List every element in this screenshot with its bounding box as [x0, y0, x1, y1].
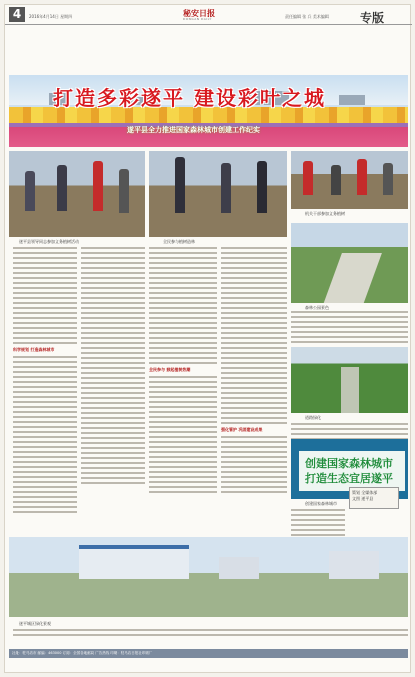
planting-photo-2 — [149, 151, 287, 237]
text-column-3 — [149, 247, 217, 496]
planting-photo-1 — [9, 151, 145, 237]
subtitle-3: 强化管护 巩固建设成果 — [221, 427, 263, 432]
editor-line: 责任编辑 张 兵 美术编辑 — [285, 14, 329, 19]
text-column-1 — [13, 247, 77, 516]
caption-planting-2: 全民参与植树造林 — [163, 239, 195, 244]
subtitle-2: 全民参与 掀起植树热潮 — [149, 367, 191, 372]
credit-line-2: 文图 遂平县 — [352, 496, 374, 501]
caption-bottom: 遂平城区绿化景观 — [19, 621, 51, 626]
page-number: 4 — [9, 7, 25, 22]
greenway-photo — [291, 347, 408, 413]
text-column-4 — [221, 247, 287, 496]
text-column-2 — [81, 247, 145, 487]
caption-planting-3: 机关干部参加义务植树 — [305, 211, 345, 216]
footer-text: 社址：驻马店市 邮编：463000 订阅：全国各地邮局 广告热线 印刷：驻马店日报社印刷厂 — [12, 651, 153, 655]
newspaper-page — [4, 4, 411, 673]
text-column-5 — [291, 311, 408, 346]
header-spacer — [9, 27, 408, 73]
park-path-photo — [291, 223, 408, 303]
banner-image — [9, 75, 408, 147]
headline: 打造多彩遂平 建设彩叶之城 — [53, 86, 326, 110]
caption-planting-1: 遂平县领导同志参加义务植树活动 — [19, 239, 79, 244]
board-text-2: 打造生态宜居遂平 — [305, 472, 393, 485]
credit-line-1: 策划 全媒体部 — [352, 490, 378, 495]
city-greening-photo — [9, 537, 408, 617]
masthead — [5, 5, 412, 25]
caption-board: 创建国家森林城市 — [305, 501, 337, 506]
caption-greenway: 道路绿化 — [305, 415, 321, 420]
subheadline: 遂平县全力推进国家森林城市创建工作纪实 — [127, 126, 260, 134]
board-text-1: 创建国家森林城市 — [305, 457, 393, 470]
text-column-7 — [291, 509, 345, 539]
section-label: 专版 — [359, 11, 384, 25]
subtitle-1: 科学规划 打造森林城市 — [13, 347, 55, 352]
planting-photo-3 — [291, 151, 408, 209]
text-column-8 — [13, 629, 408, 639]
footer-bar — [9, 649, 408, 658]
date-line: 2016年4月14日 星期四 — [29, 14, 73, 19]
caption-path: 森林公园景色 — [305, 305, 329, 310]
paper-name-english: DONGAN DAILY — [183, 17, 212, 21]
credit-box — [349, 487, 399, 509]
paper-name: 秘安日报 — [183, 8, 215, 18]
